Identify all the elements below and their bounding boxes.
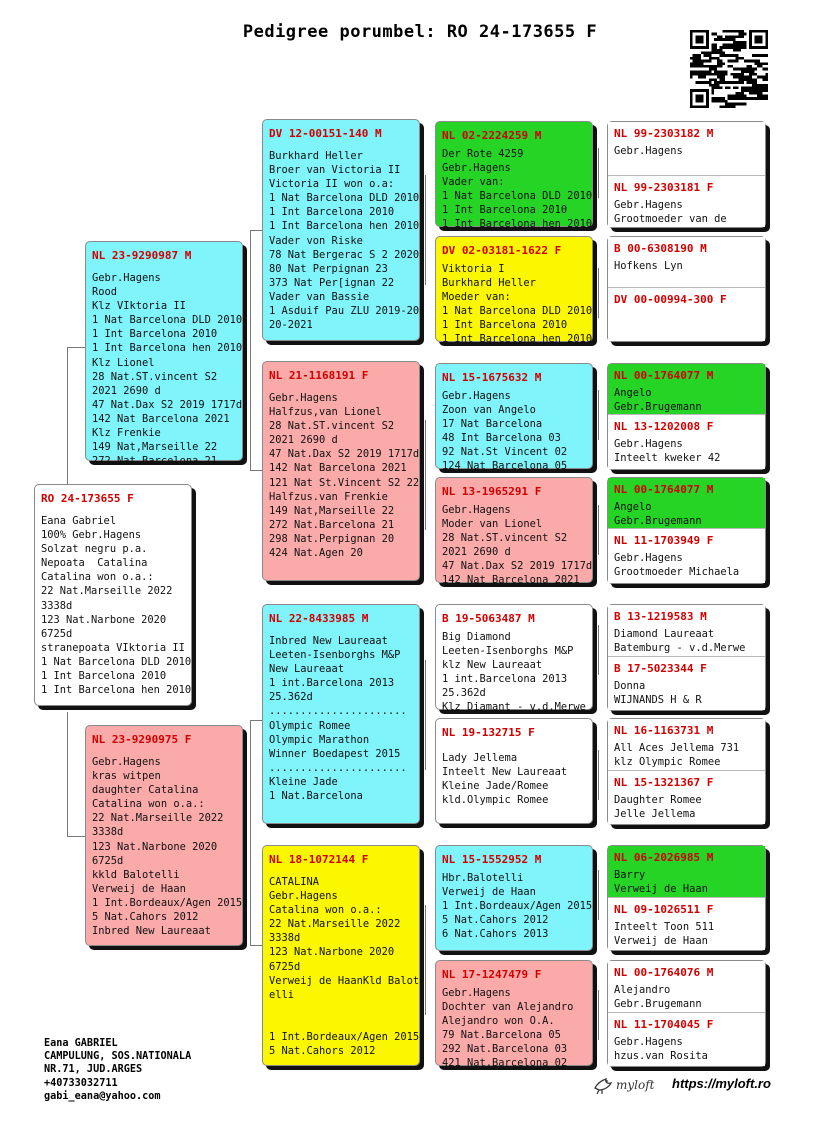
great-great-grandparent-dam[interactable] — [608, 415, 765, 469]
granddam-paternal-ring-id: NL 21-1168191 F — [269, 369, 369, 382]
grandsire-paternal-card[interactable] — [262, 119, 420, 341]
details: Alejandro Gebr.Brugemann — [614, 984, 702, 1011]
ring-id: NL 00-1764077 M — [614, 483, 714, 496]
great-great-grandparent-pair — [607, 845, 766, 951]
great-grandparent-details: Gebr.Hagens Zoon van Angelo 17 Nat Barcelona 48 Int Barcelona 03 92 Nat.St Vincent 02 124 Nat Barcelona 05 — [442, 390, 568, 473]
grandsire-paternal-ring-id: DV 12-00151-140 M — [269, 127, 382, 140]
great-grandparent-ring-id: NL 15-1675632 M — [442, 371, 542, 384]
father-ring-id: NL 23-9290987 M — [92, 249, 192, 262]
details: Barry Verweij de Haan — [614, 869, 708, 896]
details: All Aces Jellema 731 klz Olympic Romee — [614, 742, 740, 769]
great-grandparent-ring-id: NL 15-1552952 M — [442, 853, 542, 866]
great-grandparent-ring-id: DV 02-03181-1622 F — [442, 244, 562, 257]
granddam-paternal-card[interactable] — [262, 361, 420, 581]
great-great-grandparent-sire[interactable] — [608, 478, 765, 528]
subject-details: Eana Gabriel 100% Gebr.Hagens Solzat negru p.a. Nepoata Catalina Catalina won o.a.: 22 Nat.Marseille 2022 3338d 123 Nat.Narbone 2020 6725d stranepoata VIktoria II 1 Nat Barcelona DLD 2010 1 Int Barcelona 2010 1 Int Barcelona hen 2010 — [41, 515, 192, 697]
ring-id: NL 11-1703949 F — [614, 534, 714, 547]
great-grandparent-details: Gebr.Hagens Dochter van Alejandro Alejandro won O.A. 79 Nat.Barcelona 05 292 Nat.Barcelona 03 421 Nat.Barcelona 02 — [442, 987, 574, 1070]
great-grandparent-card[interactable] — [435, 718, 593, 824]
great-great-grandparent-sire[interactable] — [608, 237, 765, 287]
grandsire-maternal-details: Inbred New Laureaat Leeten-Isenborghs M&P New Laureaat 1 int.Barcelona 2013 25.362d ...................... Olympic Romee Olympic Marathon Winner Boedapest 2015 ...................... Kleine Jade 1 Nat.Barcelona — [269, 635, 407, 803]
ring-id: NL 99-2303182 M — [614, 127, 714, 140]
great-grandparent-ring-id: NL 17-1247479 F — [442, 968, 542, 981]
ring-id: NL 11-1704045 F — [614, 1018, 714, 1031]
ring-id: NL 06-2026985 M — [614, 851, 714, 864]
details: Angelo Gebr.Brugemann — [614, 501, 702, 528]
mother-details: Gebr.Hagens kras witpen daughter Catalina Catalina won o.a.: 22 Nat.Marseille 2022 3338d 123 Nat.Narbone 2020 6725d kkld Balotelli Verweij de Haan 1 Int.Bordeaux/Agen 2015 5 Nat.Cahors 2012 Inbred New Laureaat — [92, 756, 243, 938]
mother-ring-id: NL 23-9290975 F — [92, 733, 192, 746]
great-great-grandparent-dam[interactable] — [608, 176, 765, 227]
great-great-grandparent-sire[interactable] — [608, 846, 765, 897]
subject-ring-id: RO 24-173655 F — [41, 492, 134, 505]
great-grandparent-card[interactable] — [435, 845, 593, 951]
great-grandparent-ring-id: NL 13-1965291 F — [442, 485, 542, 498]
great-great-grandparent-pair — [607, 236, 766, 342]
qr-code-icon[interactable] — [690, 30, 768, 108]
great-grandparent-ring-id: NL 02-2224259 M — [442, 129, 542, 142]
ring-id: NL 15-1321367 F — [614, 776, 714, 789]
great-great-grandparent-dam[interactable] — [608, 771, 765, 824]
details: Inteelt Toon 511 Verweij de Haan — [614, 921, 715, 948]
grandsire-maternal-card[interactable] — [262, 604, 420, 824]
ring-id: NL 09-1026511 F — [614, 903, 714, 916]
details — [608, 306, 765, 310]
great-great-grandparent-sire[interactable] — [608, 122, 765, 175]
ring-id: NL 99-2303181 F — [614, 181, 714, 194]
ring-id: NL 00-1764076 M — [614, 966, 714, 979]
great-great-grandparent-pair — [607, 718, 766, 825]
details: Donna WIJNANDS H & R — [614, 680, 702, 707]
details: Gebr.Hagens Grootmoeder Michaela — [614, 552, 740, 579]
details: Gebr.Hagens hzus.van Rosita — [614, 1036, 708, 1063]
great-great-grandparent-pair — [607, 121, 766, 228]
website-link[interactable]: https://myloft.ro — [672, 1076, 771, 1091]
great-great-grandparent-pair — [607, 477, 766, 584]
great-grandparent-card[interactable] — [435, 477, 593, 587]
details: Gebr.Hagens Inteelt kweker 42 — [614, 438, 721, 465]
ring-id: NL 00-1764077 M — [614, 369, 714, 382]
page-title: Pedigree porumbel: RO 24-173655 F — [242, 22, 598, 42]
ring-id: B 17-5023344 F — [614, 662, 707, 675]
great-grandparent-card[interactable] — [435, 236, 593, 346]
great-grandparent-card[interactable] — [435, 121, 593, 231]
great-grandparent-details: Lady Jellema Inteelt New Laureaat Kleine Jade/Romee kld.Olympic Romee — [442, 752, 568, 807]
great-great-grandparent-sire[interactable] — [608, 605, 765, 656]
subject-card[interactable] — [34, 484, 192, 706]
great-great-grandparent-dam[interactable] — [608, 1013, 765, 1066]
details: Daughter Romee Jelle Jellema — [614, 794, 702, 821]
ring-id: B 00-6308190 M — [614, 242, 707, 255]
great-grandparent-details: Big Diamond Leeten-Isenborghs M&P klz New Laureaat 1 int.Barcelona 2013 25.362d Klz Diamant - v.d.Merwe — [442, 631, 586, 714]
great-grandparent-ring-id: NL 19-132715 F — [442, 726, 535, 739]
great-great-grandparent-dam[interactable] — [608, 288, 765, 341]
granddam-maternal-details: CATALINA Gebr.Hagens Catalina won o.a.: 22 Nat.Marseille 2022 3338d 123 Nat.Narbone 2020 6725d Verweij de HaanKld Balot elli 1 Int.Bordeaux/Agen 2015 5 Nat.Cahors 2012 — [269, 876, 420, 1058]
great-grandparent-card[interactable] — [435, 960, 593, 1070]
great-grandparent-details: Gebr.Hagens Moder van Lionel 28 Nat.ST.vincent S2 2021 2690 d 47 Nat.Dax S2 2019 1717d 142 Nat Barcelona 2021 — [442, 504, 593, 587]
ring-id: DV 00-00994-300 F — [614, 293, 727, 306]
pigeon-icon — [592, 1074, 614, 1096]
father-card[interactable] — [85, 241, 243, 468]
great-grandparent-details: Der Rote 4259 Gebr.Hagens Vader van: 1 Nat Barcelona DLD 2010 1 Int Barcelona 2010 1 Int Barcelona hen 2010 — [442, 148, 593, 231]
grandsire-paternal-details: Burkhard Heller Broer van Victoria II Victoria II won o.a: 1 Nat Barcelona DLD 2010 1 Int Barcelona 2010 1 Int Barcelona hen 2010 Vader von Riske 78 Nat Bergerac S 2 2020 80 Nat Perpignan 23 373 Nat Per[ignan 22 Vader van Bassie 1 Asduif Pau ZLU 2019-20 20-2021 — [269, 150, 420, 332]
great-great-grandparent-sire[interactable] — [608, 364, 765, 414]
great-great-grandparent-pair — [607, 363, 766, 470]
great-grandparent-details: Hbr.Balotelli Verweij de Haan 1 Int.Bordeaux/Agen 2015 5 Nat.Cahors 2012 6 Nat.Cahors 2013 — [442, 872, 593, 941]
father-details: Gebr.Hagens Rood Klz VIktoria II 1 Nat Barcelona DLD 2010 1 Int Barcelona 2010 1 Int Barcelona hen 2010 Klz Lionel 28 Nat.ST.vincent S2 2021 2690 d 47 Nat.Dax S2 2019 1717d 142 Nat Barcelona 2021 Klz Frenkie 149 Nat,Marseille 22 272 Nat.Barcelona 21 — [92, 272, 243, 468]
granddam-maternal-ring-id: NL 18-1072144 F — [269, 853, 369, 866]
great-grandparent-details: Viktoria I Burkhard Heller Moeder van: 1 Nat Barcelona DLD 2010 1 Int Barcelona 2010 1 Int Barcelona hen 2010 — [442, 263, 593, 346]
great-great-grandparent-dam[interactable] — [608, 657, 765, 710]
details: Diamond Laureaat Batemburg - v.d.Merwe — [614, 628, 746, 655]
great-grandparent-ring-id: B 19-5063487 M — [442, 612, 535, 625]
grandsire-maternal-ring-id: NL 22-8433985 M — [269, 612, 369, 625]
great-great-grandparent-sire[interactable] — [608, 961, 765, 1012]
granddam-maternal-card[interactable] — [262, 845, 420, 1066]
great-grandparent-card[interactable] — [435, 363, 593, 473]
mother-card[interactable] — [85, 725, 243, 946]
details: Gebr.Hagens — [614, 145, 683, 157]
great-great-grandparent-dam[interactable] — [608, 529, 765, 583]
details: Gebr.Hagens Grootmoeder van de — [614, 199, 727, 226]
details: Angelo Gebr.Brugemann — [614, 387, 702, 414]
great-great-grandparent-sire[interactable] — [608, 719, 765, 770]
great-great-grandparent-pair — [607, 960, 766, 1067]
ring-id: NL 16-1163731 M — [614, 724, 714, 737]
ring-id: B 13-1219583 M — [614, 610, 707, 623]
logo-text: myloft — [616, 1078, 655, 1092]
great-grandparent-card[interactable] — [435, 604, 593, 714]
ring-id: NL 13-1202008 F — [614, 420, 714, 433]
great-great-grandparent-pair — [607, 604, 766, 711]
myloft-logo — [592, 1074, 654, 1096]
details: Hofkens Lyn — [614, 260, 683, 272]
great-great-grandparent-dam[interactable] — [608, 898, 765, 950]
breeder-contact: Eana GABRIEL CAMPULUNG, SOS.NATIONALA NR.71, JUD.ARGES +40733032711 gabi_eana@yahoo.com — [44, 1038, 192, 1102]
granddam-paternal-details: Gebr.Hagens Halfzus,van Lionel 28 Nat.ST.vincent S2 2021 2690 d 47 Nat.Dax S2 2019 1717d 142 Nat Barcelona 2021 121 Nat St.Vincent S2 22 Halfzus.van Frenkie 149 Nat,Marseille 22 272 Nat.Barcelona 21 298 Nat.Perpignan 20 424 Nat.Agen 20 — [269, 392, 420, 560]
